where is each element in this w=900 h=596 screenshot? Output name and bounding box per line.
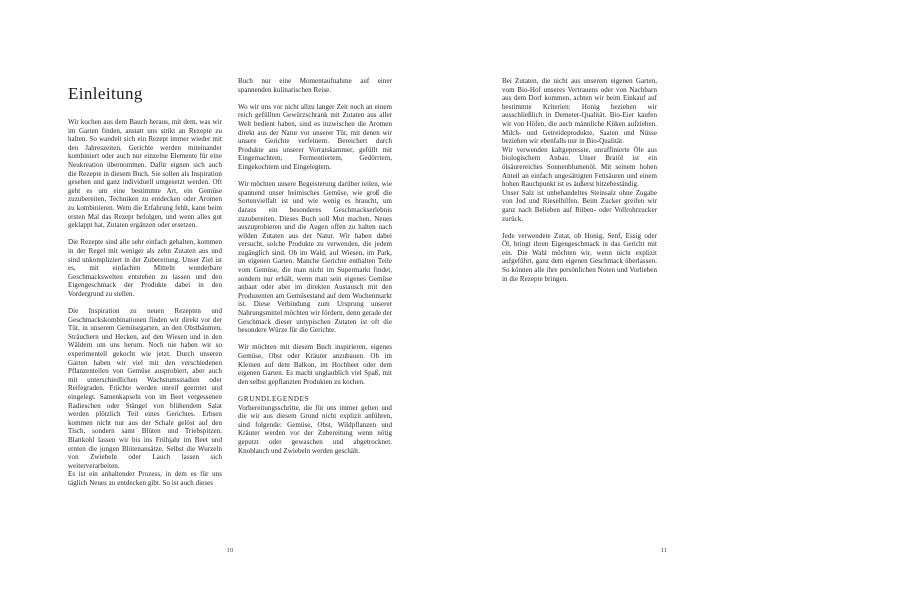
page-title: Einleitung <box>68 84 143 104</box>
left-page-column-1 <box>68 118 222 488</box>
page-number-left: 10 <box>226 547 234 554</box>
body-paragraph: Buch nur eine Momentaufnahme auf einer spannenden kulinarischen Reise. <box>238 77 392 94</box>
body-paragraph: Es ist ein anhaltender Prozess, in dem es für uns täglich Neues zu entdecken gibt. So ist auch dieses <box>68 470 222 487</box>
right-page-column-1 <box>502 77 657 283</box>
body-paragraph: Wir verwenden kaltgepresste, unraffinierte Öle aus biologischem Anbau. Unser Bratöl ist ein ölsäurereiches Sonnenblumenöl. Mit seinem hohen Anteil an einfach ungesättigten Fettsäuren und einem hohen Rauchpunkt ist es äußerst hitzebeständig. <box>502 145 657 189</box>
body-paragraph: Unser Salz ist unbehandeltes Steinsalz ohne Zugabe von Jod und Rieselhilfen. Beim Zucker greifen wir ganz nach Belieben auf Rüben- oder Vollrohrzucker zurück. <box>502 188 657 223</box>
body-paragraph: Die Inspiration zu neuen Rezepten und Geschmackskombinationen finden wir direkt vor der Tür, in unserem Gemüsegarten, an den Obstbäumen, Sträuchern und Hecken, auf den Wiesen und in den Wäldern um uns herum. Noch nie haben wir so experimentell gekocht wie jetzt. Durch unseren Garten haben wir viel mit den verschiedenen Pflanzenteilen von Gemüse ausprobiert, aber auch mit unterschiedlichen Wachstumsstadien oder Reifegraden. Früchte werden unreif geerntet und eingelegt. Samenkapseln von im Beet vergessenen Radieschen oder Stängel von blühendem Salat werden plötzlich Teil eines Gerichtes. Erbsen kommen nicht nur aus der Schale gelöst auf den Tisch, sondern samt Blüten und Triebspitzen. Blattkohl lassen wir bis ins Frühjahr im Beet und ernten die jungen Blütenansätze. Selbst die Wurzeln von Zwiebeln oder Lauch lassen sich weiterverarbeiten. <box>68 307 222 470</box>
body-paragraph: Wo wir uns vor nicht allzu langer Zeit noch an einem reich gefüllten Gewürzschrank mit Zutaten aus aller Welt bedient haben, sind es inzwischen die Aromen direkt aus der Natur vor unserer Tür, mit denen wir unsere Gerichte verfeinern. Bereichert durch Produkte aus unserer Vorratskammer, gefüllt mit Eingemachtem, Fermentiertem, Gedörrtem, Eingekochtem und Eingelegtem. <box>238 102 392 171</box>
body-paragraph: Die Rezepte sind alle sehr einfach gehalten, kommen in der Regel mit weniger als zehn Zutaten aus und sind unkompliziert in der Zubereitung. Unser Ziel ist es, mit einfachen Mitteln wunderbare Geschmackswelten entstehen zu lassen und den Eigengeschmack der Produkte dabei in den Vordergrund zu stellen. <box>68 238 222 298</box>
body-paragraph: Wir möchten unsere Begeisterung darüber teilen, wie spannend unser heimisches Gemüse, wie groß die Sortenvielfalt ist und wie wenig es braucht, um daraus ein besonderes Geschmackserlebnis zuzubereiten. Dieses Buch soll Mut machen, Neues auszuprobieren und die Augen offen zu halten nach wilden Zutaten aus der Natur. Wir haben dabei versucht, solche Produkte zu verwenden, die jedem zugänglich sind. Ob im Wald, auf Wiesen, im Park, im eigenen Garten. Manche Gerichte enthalten Teile vom Gemüse, die man nicht im Supermarkt findet, sondern nur erhält, wenn man sein eigenes Gemüse anbaut oder aber im direkten Austausch mit den Produzenten am Gemüsestand auf dem Wochenmarkt ist. Diese Verbindung zum Ursprung unserer Nahrungsmittel möchten wir fördern, denn gerade der Geschmack dieser untypischen Zutaten ist oft die besondere Würze für die Gerichte. <box>238 180 392 335</box>
section-body-paragraph: Vorbereitungsschritte, die für uns immer gelten und die wir aus diesem Grund nicht explizit anführen, sind folgende: Gemüse, Obst, Wildpflanzen und Kräuter werden vor der Zubereitung wenn nötig geputzt oder gewaschen und abgetrocknet. Knoblauch und Zwiebeln werden geschält. <box>238 403 392 455</box>
body-paragraph: Jede verwendete Zutat, ob Honig, Senf, Essig oder Öl, bringt ihren Eigengeschmack in das Gericht mit ein. Die Wahl möchten wir, wenn nicht explizit aufgeführt, ganz dem eigenen Geschmack überlassen. So können alle ihre persönlichen Noten und Vorlieben in die Rezepte bringen. <box>502 231 657 283</box>
body-paragraph: Wir möchten mit diesem Buch inspirieren, eigenes Gemüse, Obst oder Kräuter anzubauen. Ob im Kleinen auf dem Balkon, im Hochbeet oder dem eigenen Garten. Es macht unglaublich viel Spaß, mit den selbst gepflanzten Produkten zu kochen. <box>238 343 392 386</box>
body-paragraph: Bei Zutaten, die nicht aus unserem eigenen Garten, vom Bio-Hof unseres Vertrauens oder von Nachbarn aus dem Dorf kommen, achten wir beim Einkauf auf bestimmte Kriterien: Honig beziehen wir ausschließlich in Demeter-Qualität. Bio-Eier kaufen wir von Höfen, die auch männliche Küken aufziehen. Milch- und Getreideprodukte, Saaten und Nüsse beziehen wir ebenfalls nur in Bio-Qualität. <box>502 77 657 146</box>
left-page-column-2 <box>238 77 392 455</box>
body-paragraph: Wir kochen aus dem Bauch heraus, mit dem, was wir im Garten finden, anstatt uns strikt an Rezepte zu halten. So wandelt sich ein Rezept immer wieder mit den Jahreszeiten. Gerichte werden miteinander kombiniert oder auch nur einzelne Elemente für eine Neukreation übernommen. Dafür eignen sich auch die Rezepte in diesem Buch. Sie sollen als Inspiration gesehen und ganz individuell umgesetzt werden. Oft geht es um eine bestimmte Art, ein Gemüse zuzubereiten, Techniken zu entdecken oder Aromen zu kombinieren. Wem die Erfahrung fehlt, kann beim ersten Mal das Rezept befolgen, und wenn alles gut geklappt hat, Zutaten ergänzen oder ersetzen. <box>68 118 222 230</box>
section-heading: GRUNDLEGENDES <box>238 394 310 403</box>
page-number-right: 11 <box>660 547 668 554</box>
